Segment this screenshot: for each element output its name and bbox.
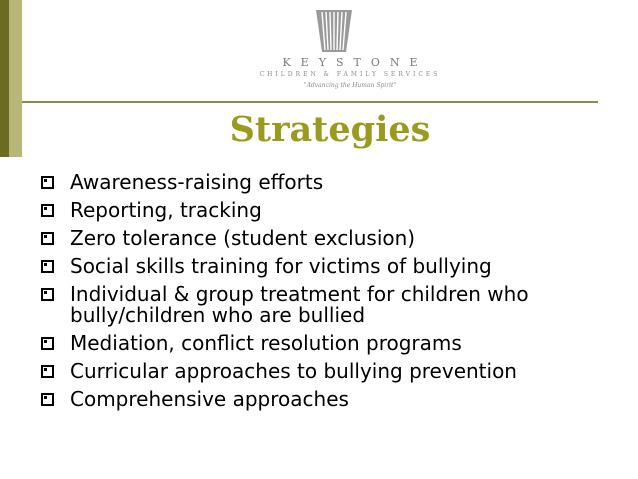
- square-bullet-icon: [41, 232, 54, 245]
- bullet-item: [40, 200, 600, 221]
- bullet-item: [40, 256, 600, 277]
- logo-name: KEYSTONE: [282, 56, 428, 69]
- square-bullet-icon: [41, 204, 54, 217]
- bullet-text: Curricular approaches to bullying prevention: [70, 359, 517, 383]
- square-bullet-icon: [41, 288, 54, 301]
- square-bullet-icon: [41, 176, 54, 189]
- sidebar-accent-dark: [0, 0, 9, 157]
- bullet-list: [40, 172, 600, 417]
- keystone-arch-icon: [312, 8, 356, 54]
- bullet-text: Individual & group treatment for children who bully/children who are bullied: [70, 282, 529, 327]
- logo-subtitle: CHILDREN & FAMILY SERVICES: [259, 71, 441, 78]
- keystone-logo: [200, 8, 500, 96]
- square-bullet-icon: [41, 260, 54, 273]
- bullet-text: Mediation, conflict resolution programs: [70, 331, 462, 355]
- header-divider: [22, 101, 598, 103]
- square-bullet-icon: [41, 393, 54, 406]
- bullet-item: [40, 333, 600, 354]
- bullet-item: [40, 389, 600, 410]
- bullet-item: [40, 284, 600, 326]
- bullet-text: Awareness-raising efforts: [70, 170, 324, 194]
- bullet-text: Reporting, tracking: [70, 198, 262, 222]
- slide-title: Strategies: [229, 109, 431, 150]
- square-bullet-icon: [41, 337, 54, 350]
- bullet-item: [40, 361, 600, 382]
- logo-tagline: "Advancing the Human Spirit": [303, 82, 397, 89]
- square-bullet-icon: [41, 365, 54, 378]
- bullet-item: [40, 228, 600, 249]
- sidebar-spacer: [0, 157, 22, 479]
- bullet-text: Social skills training for victims of bullying: [70, 254, 492, 278]
- sidebar-accent-light: [9, 0, 22, 157]
- bullet-text: Comprehensive approaches: [70, 387, 349, 411]
- bullet-text: Zero tolerance (student exclusion): [70, 226, 416, 250]
- bullet-item: [40, 172, 600, 193]
